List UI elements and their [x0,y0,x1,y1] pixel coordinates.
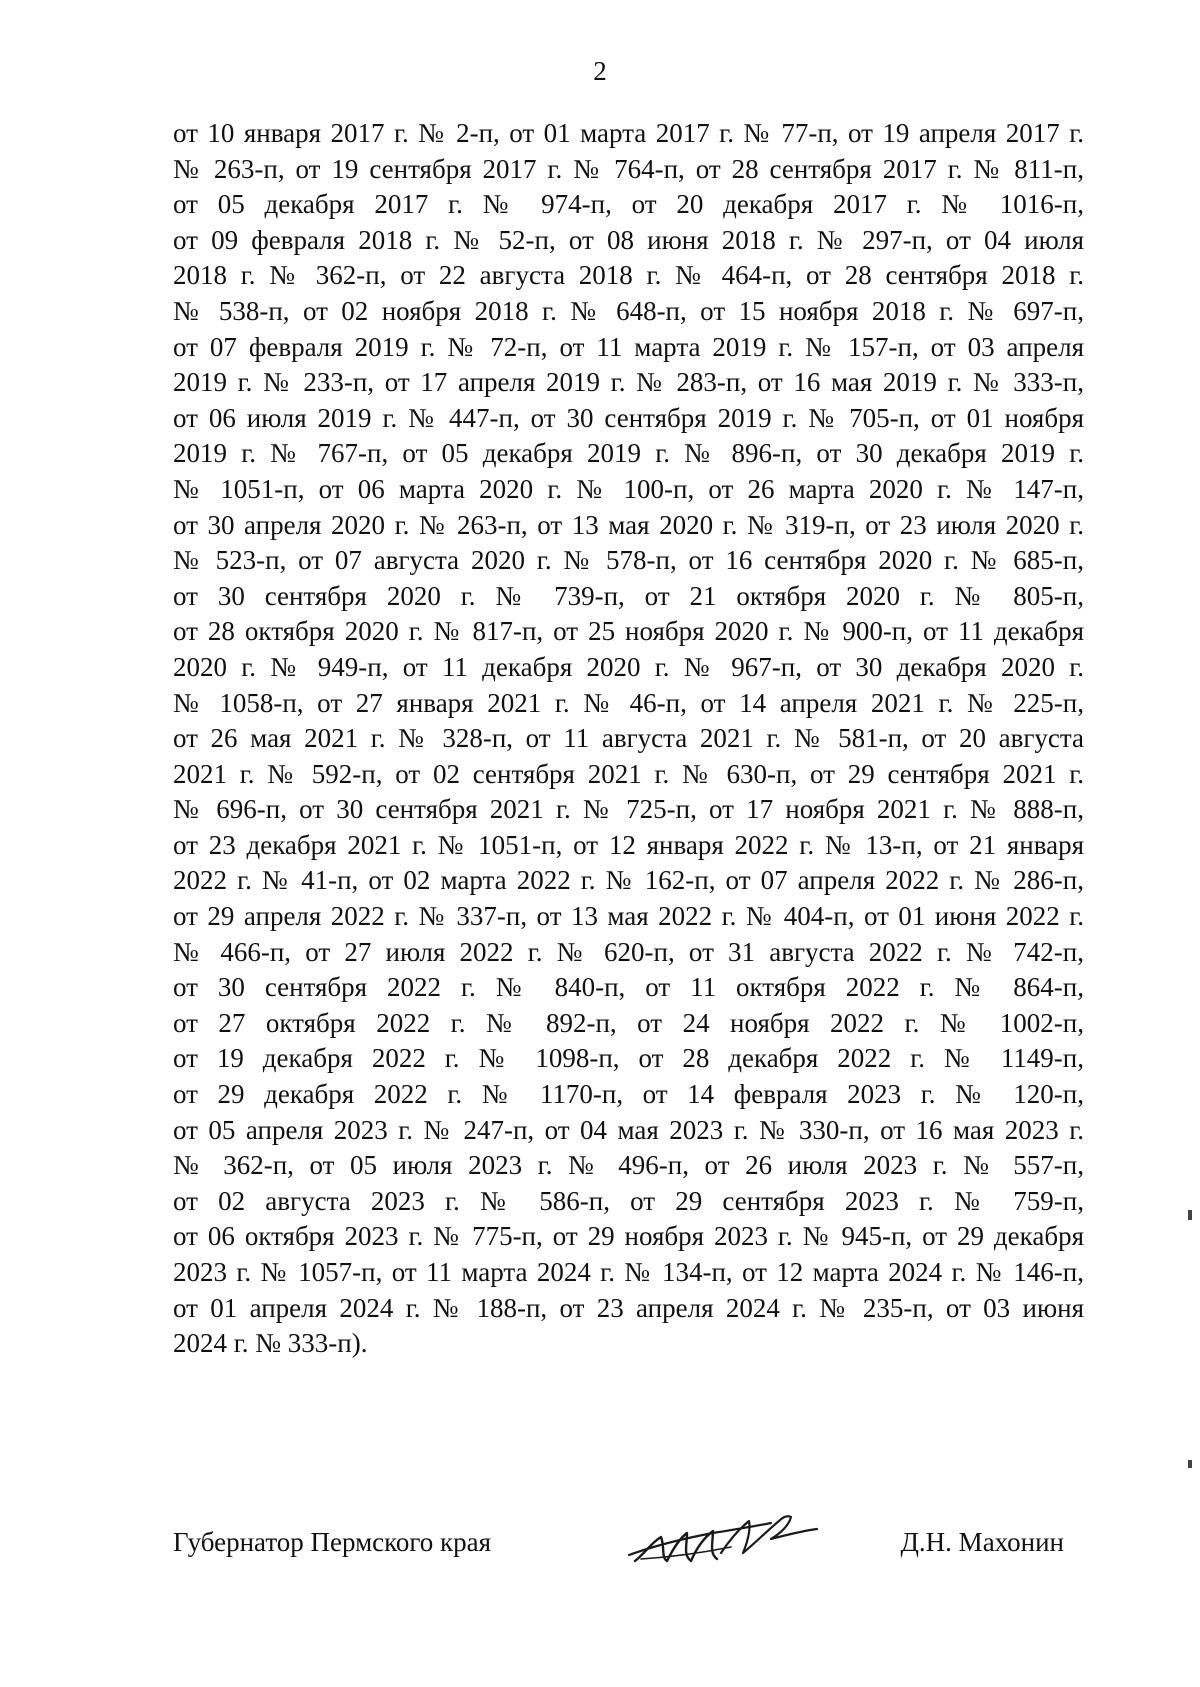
text-line: от 27 октября 2022 г. № 892-п, от 24 ноября 2022 г. № 1002-п, [173,1007,1084,1038]
text-line: № 523-п, от 07 августа 2020 г. № 578-п, от 16 сентября 2020 г. № 685-п, [173,545,1084,576]
text-line: от 09 февраля 2018 г. № 52-п, от 08 июня 2018 г. № 297-п, от 04 июля [173,224,1084,255]
text-line: 2024 г. № 333-п). [173,1328,368,1359]
text-line: № 696-п, от 30 сентября 2021 г. № 725-п, от 17 ноября 2021 г. № 888-п, [173,794,1084,825]
text-line: от 05 декабря 2017 г. № 974-п, от 20 декабря 2017 г. № 1016-п, [173,189,1084,220]
scan-edge-mark [1188,1210,1192,1220]
text-line: 2022 г. № 41-п, от 02 марта 2022 г. № 162-п, от 07 апреля 2022 г. № 286-п, [173,865,1084,896]
text-line: от 05 апреля 2023 г. № 247-п, от 04 мая 2023 г. № 330-п, от 16 мая 2023 г. [173,1114,1084,1145]
text-line: № 1058-п, от 27 января 2021 г. № 46-п, от 14 апреля 2021 г. № 225-п, [173,687,1084,718]
text-line: от 30 сентября 2020 г. № 739-п, от 21 октября 2020 г. № 805-п, [173,580,1084,611]
scan-edge-mark [1188,1460,1192,1468]
text-line: от 29 апреля 2022 г. № 337-п, от 13 мая 2022 г. № 404-п, от 01 июня 2022 г. [173,901,1084,932]
text-line: 2019 г. № 233-п, от 17 апреля 2019 г. № 283-п, от 16 мая 2019 г. № 333-п, [173,367,1084,398]
text-line: от 10 января 2017 г. № 2-п, от 01 марта 2017 г. № 77-п, от 19 апреля 2017 г. [173,118,1084,148]
handwritten-signature-icon [621,1503,821,1573]
text-line: № 466-п, от 27 июля 2022 г. № 620-п, от 31 августа 2022 г. № 742-п, [173,936,1084,967]
text-line: от 06 июля 2019 г. № 447-п, от 30 сентября 2019 г. № 705-п, от 01 ноября [173,402,1084,433]
text-line: 2018 г. № 362-п, от 22 августа 2018 г. № 464-п, от 28 сентября 2018 г. [173,260,1084,291]
text-line: от 30 сентября 2022 г. № 840-п, от 11 октября 2022 г. № 864-п, [173,972,1084,1003]
text-line: от 28 октября 2020 г. № 817-п, от 25 ноября 2020 г. № 900-п, от 11 декабря [173,616,1084,647]
signer-title: Губернатор Пермского края [173,1527,492,1557]
text-line: от 23 декабря 2021 г. № 1051-п, от 12 января 2022 г. № 13-п, от 21 января [173,829,1084,860]
text-line: от 30 апреля 2020 г. № 263-п, от 13 мая 2020 г. № 319-п, от 23 июля 2020 г. [173,509,1084,540]
text-line: от 06 октября 2023 г. № 775-п, от 29 ноября 2023 г. № 945-п, от 29 декабря [173,1221,1084,1252]
text-line: 2019 г. № 767-п, от 05 декабря 2019 г. № 896-п, от 30 декабря 2019 г. [173,438,1084,469]
text-line: № 263-п, от 19 сентября 2017 г. № 764-п, от 28 сентября 2017 г. № 811-п, [173,153,1084,184]
text-line: 2021 г. № 592-п, от 02 сентября 2021 г. № 630-п, от 29 сентября 2021 г. [173,758,1084,789]
text-line: № 362-п, от 05 июля 2023 г. № 496-п, от 26 июля 2023 г. № 557-п, [173,1150,1084,1181]
text-line: от 01 апреля 2024 г. № 188-п, от 23 апреля 2024 г. № 235-п, от 03 июня [173,1292,1084,1323]
text-line: № 1051-п, от 06 марта 2020 г. № 100-п, от 26 марта 2020 г. № 147-п, [173,473,1084,504]
text-line: от 19 декабря 2022 г. № 1098-п, от 28 декабря 2022 г. № 1149-п, [173,1043,1084,1074]
text-line: от 02 августа 2023 г. № 586-п, от 29 сентября 2023 г. № 759-п, [173,1185,1084,1216]
page-number: 2 [593,56,607,86]
signer-name: Д.Н. Махонин [900,1527,1064,1557]
text-line: 2023 г. № 1057-п, от 11 марта 2024 г. № 134-п, от 12 марта 2024 г. № 146-п, [173,1257,1084,1287]
text-line: № 538-п, от 02 ноября 2018 г. № 648-п, от 15 ноября 2018 г. № 697-п, [173,295,1084,326]
document-body [173,116,1084,1362]
signature-block [173,1515,1084,1575]
text-line: от 26 мая 2021 г. № 328-п, от 11 августа 2021 г. № 581-п, от 20 августа [173,723,1084,754]
text-line: 2020 г. № 949-п, от 11 декабря 2020 г. № 967-п, от 30 декабря 2020 г. [173,651,1084,682]
text-line: от 29 декабря 2022 г. № 1170-п, от 14 февраля 2023 г. № 120-п, [173,1079,1084,1110]
text-line: от 07 февраля 2019 г. № 72-п, от 11 марта 2019 г. № 157-п, от 03 апреля [173,331,1084,362]
